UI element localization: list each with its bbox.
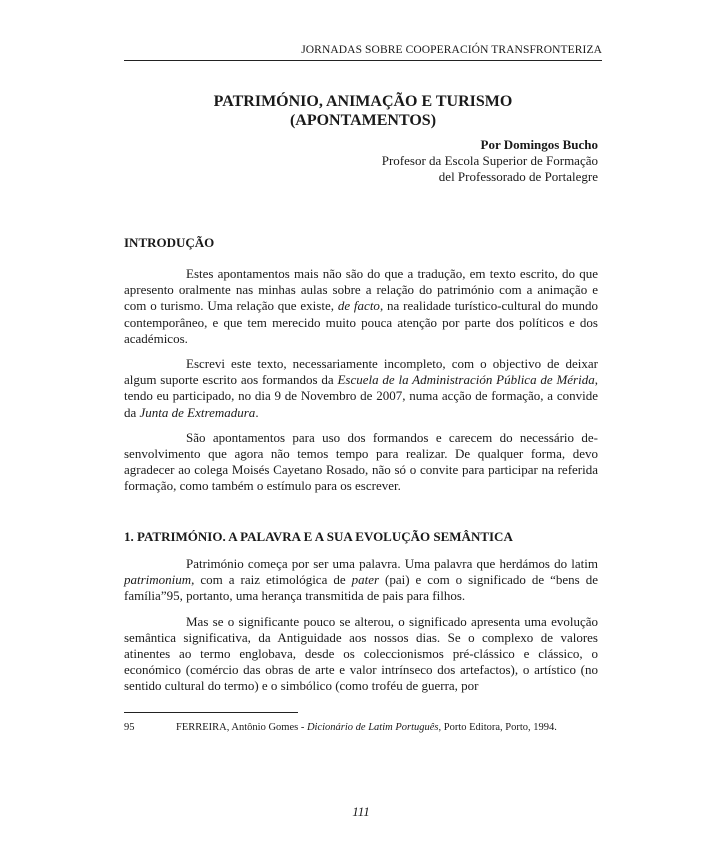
text-run: , tendo eu participado, no dia 9 de Novembro de 2007, numa acção de formação, a convide da <box>124 372 598 420</box>
affiliation-line-2: del Professorado de Portalegre <box>438 169 598 184</box>
section-1-paragraph-2: Mas se o significante pouco se alterou, o significado apresenta uma evolução semântica significativa, da Antiguidade aos nossos dias. Se o complexo de valores atinentes ao termo englobava, desde os coleccionismos pré-clássico e clássico, o económico (comércio das obras de arte e valor intrínseco dos artefactos), o artístico (no sentido cultural do termo) e o simbólico (como troféu de guerra, por <box>124 613 598 694</box>
italic-run: Junta de Extremadura <box>139 404 256 420</box>
section-1-paragraph-1 <box>124 556 598 605</box>
footnote-divider <box>124 712 298 713</box>
text-run: . <box>255 404 259 420</box>
italic-run: pater <box>351 572 380 588</box>
text-run: Património começa por ser uma palavra. Uma palavra que herdámos do latim <box>186 556 598 571</box>
intro-paragraph-3: São apontamentos para uso dos formandos e carecem do necessário desenvolvimento que agora não temos tempo para realizar. De qualquer forma, devo agradecer ao colega Moisés Cayetano Rosado, não só o convite para participar na referida formação, como também o estímulo para os escrever. <box>124 429 598 494</box>
intro-heading: INTRODUÇÃO <box>124 235 215 250</box>
title-line-2: (APONTAMENTOS) <box>289 112 437 129</box>
italic-run: patrimonium <box>124 572 192 588</box>
affiliation-line-1: Profesor da Escola Superior de Formação <box>381 153 598 168</box>
intro-paragraph-1 <box>124 266 598 347</box>
footnote <box>124 722 598 733</box>
byline <box>124 137 598 185</box>
page-number: 111 <box>352 804 370 819</box>
section-1-heading: 1. PATRIMÓNIO. A PALAVRA E A SUA EVOLUÇÃO SEMÂNTICA <box>124 529 513 544</box>
title-line-1: PATRIMÓNIO, ANIMAÇÃO E TURISMO <box>213 93 513 110</box>
italic-run: de facto <box>337 298 380 314</box>
intro-paragraph-2 <box>124 356 598 421</box>
text-run: (pai) e com o significado de “bens de família”95, portanto, uma herança transmitida de pais para filhos. <box>124 572 598 604</box>
footnote-author: FERREIRA, Antônio Gomes - <box>176 722 307 733</box>
running-head: JORNADAS SOBRE COOPERACIÓN TRANSFRONTERIZA <box>124 44 602 61</box>
section-1-body <box>124 556 598 704</box>
text-run: , com a raiz etimológica de <box>191 572 352 588</box>
footnote-publisher: , Porto Editora, Porto, 1994. <box>438 722 557 733</box>
intro-body <box>124 266 598 504</box>
footnote-number: 95 <box>124 722 135 733</box>
author-name: Por Domingos Bucho <box>480 137 598 152</box>
text-run: Escrevi este texto, necessariamente incompleto, com o objectivo de deixar algum suporte escrito aos formandos da <box>124 356 598 388</box>
text-run: Estes apontamentos mais não são do que a tradução, em texto escrito, do que apresento oralmente nas minhas aulas sobre a relação do património com a animação e com o turismo. Uma relação que existe, <box>124 266 598 314</box>
text-run: , na realidade turístico-cultural do mundo contemporâneo, e que tem merecido muito pouca atenção por parte dos políticos e dos académicos. <box>124 298 599 346</box>
article-title <box>124 92 602 130</box>
italic-run: Escuela de la Administración Pública de Mérida <box>337 372 595 388</box>
footnote-work-title: Dicionário de Latim Português <box>306 722 439 733</box>
